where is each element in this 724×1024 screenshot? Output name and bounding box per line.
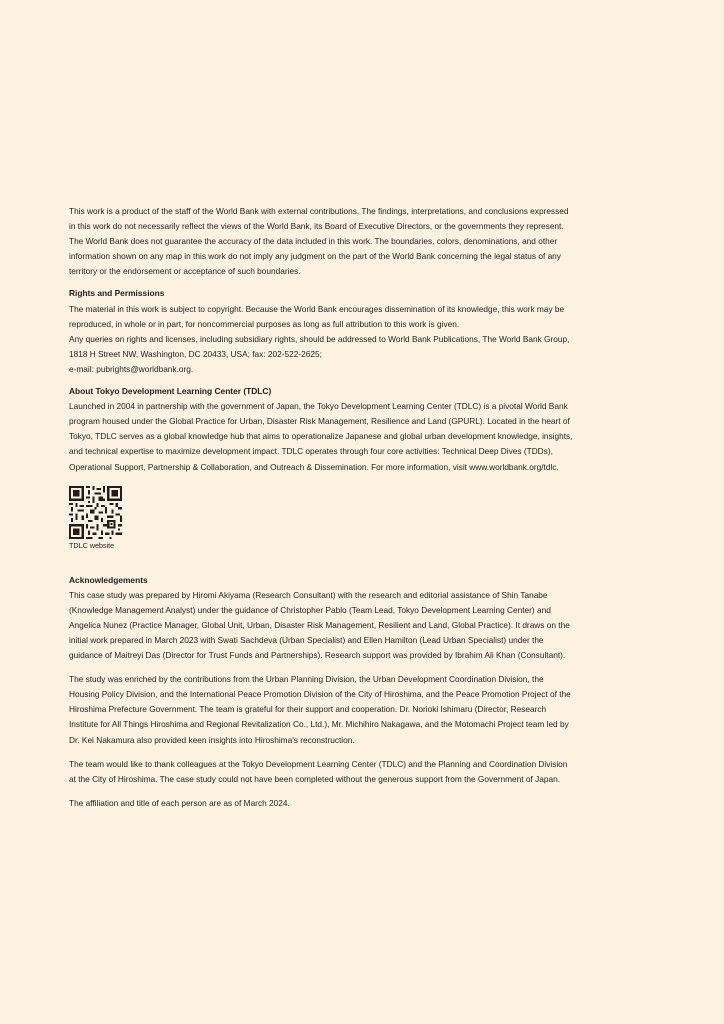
qr-block — [69, 486, 657, 552]
qr-code-icon[interactable] — [69, 486, 122, 539]
disclaimer-section — [69, 204, 657, 279]
acknowledgements-heading: Acknowledgements — [69, 574, 148, 585]
disclaimer-line: The World Bank does not guarantee the accuracy of the data included in this work. The boundaries, colors, denominations, and other — [69, 236, 558, 247]
rights-line: reproduced, in whole or in part, for noncommercial purposes as long as full attribution to this work is given. — [69, 318, 460, 329]
about-section — [69, 384, 657, 552]
ack-para2-line: Hiroshima Prefecture Government. The team is grateful for their support and cooperation. Dr. Norioki Ishimaru (Director, Research — [69, 704, 547, 715]
disclaimer-line: This work is a product of the staff of the World Bank with external contributions. The findings, interpretations, and conclusions expressed — [69, 206, 569, 216]
ack-para2-line: Housing Policy Division, and the International Peace Promotion Division of the City of Hiroshima, and the Peace Promotion Project of the — [69, 689, 571, 700]
about-line: program housed under the Global Practice for Urban, Disaster Risk Management, Resilience and Land (GPURL). Located in the heart of — [69, 416, 570, 427]
ack-para1-line: guidance of Maitreyi Das (Director for Trust Funds and Partnerships). Research support was provided by Ibrahim Ali Khan (Consultant). — [69, 650, 566, 661]
disclaimer-line: territory or the endorsement or acceptance of such boundaries. — [69, 266, 301, 277]
ack-para2-line: The study was enriched by the contributions from the Urban Planning Division, the Urban Development Coordination Division, the — [69, 674, 544, 685]
about-line: Operational Support, Partnership & Collaboration, and Outreach & Dissemination. For more information, visit www.worldbank.org/tdlc. — [69, 461, 559, 472]
disclaimer-line: in this work do not necessarily reflect the views of the World Bank, its Board of Executive Directors, or the governments they represent. — [69, 221, 564, 232]
disclaimer-line: information shown on any map in this work do not imply any judgment on the part of the World Bank concerning the legal status of any — [69, 251, 561, 262]
rights-email-line: e-mail: pubrights@worldbank.org. — [69, 363, 194, 374]
ack-para1-line: This case study was prepared by Hiromi Akiyama (Research Consultant) with the research and editorial assistance of Shin Tanabe — [69, 589, 548, 600]
about-line: and technical expertise to maximize development impact. TDLC operates through four core activities: Technical Deep Dives (TDDs), — [69, 446, 553, 457]
ack-para1-line: Angelica Nunez (Practice Manager, Global Unit, Urban, Disaster Risk Management, Resilient and Land, Global Practice). It draws on the — [69, 619, 570, 630]
ack-para3-line: The team would like to thank colleagues at the Tokyo Development Learning Center (TDLC) and the Planning and Coordination Division — [69, 758, 568, 769]
rights-section — [69, 286, 657, 377]
ack-para3-line: at the City of Hiroshima. The case study could not have been completed without the generous support from the Government of Japan. — [69, 773, 561, 784]
ack-para1-line: initial work prepared in March 2023 with Swati Sachdeva (Urban Specialist) and Ellen Hamilton (Lead Urban Specialist) under the — [69, 634, 544, 645]
ack-para2-line: Dr. Kei Nakamura also provided keen insights into Hiroshima's reconstruction. — [69, 734, 355, 745]
rights-line: 1818 H Street NW, Washington, DC 20433, USA; fax: 202-522-2625; — [69, 348, 322, 359]
ack-para2-line: Institute for All Things Hiroshima and Regional Revitalization Co., Ltd.), Mr. Michihiro Nakagawa, and the Motomachi Project team led by — [69, 719, 569, 730]
ack-para1-line: (Knowledge Management Analyst) under the guidance of Christopher Pablo (Team Lead, Tokyo Development Learning Center) and — [69, 604, 551, 615]
acknowledgements-section — [69, 573, 657, 811]
about-heading: About Tokyo Development Learning Center (TDLC) — [69, 386, 272, 397]
copyright-page-content — [69, 204, 657, 811]
rights-line: The material in this work is subject to copyright. Because the World Bank encourages dissemination of its knowledge, this work may be — [69, 303, 565, 314]
about-line: Tokyo, TDLC serves as a global knowledge hub that aims to operationalize Japanese and global urban development knowledge, insights, — [69, 431, 573, 442]
about-line: Launched in 2004 in partnership with the government of Japan, the Tokyo Development Learning Center (TDLC) is a pivotal World Bank — [69, 401, 568, 412]
qr-label: TDLC website — [69, 540, 115, 550]
rights-heading: Rights and Permissions — [69, 288, 165, 299]
ack-para4-line: The affiliation and title of each person are as of March 2024. — [69, 797, 290, 808]
rights-line: Any queries on rights and licenses, including subsidiary rights, should be addressed to World Bank Publications, The World Bank Group, — [69, 333, 570, 344]
